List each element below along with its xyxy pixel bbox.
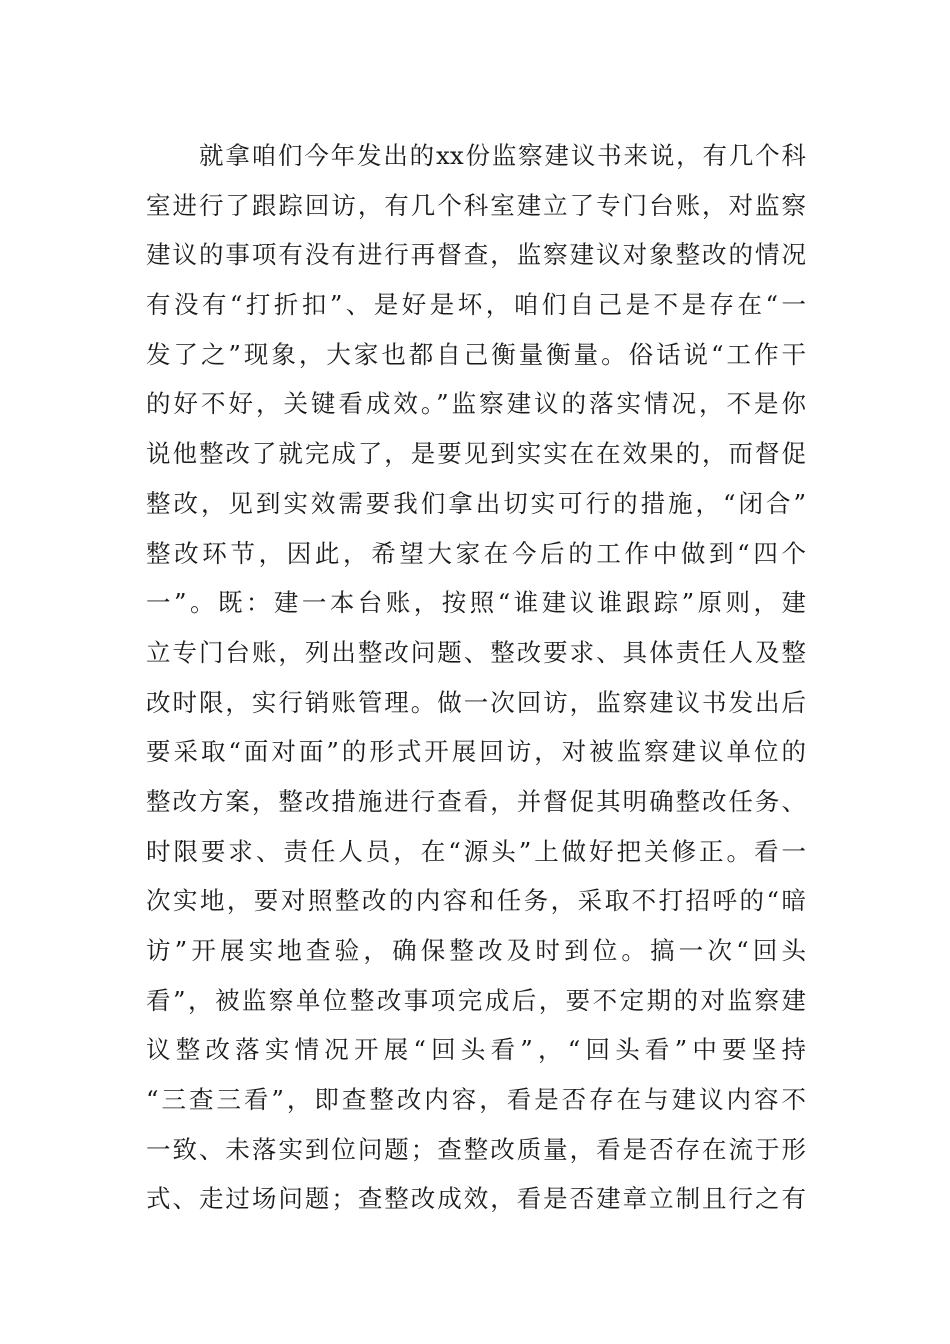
paragraph-line: 就拿咱们今年发出的xx份监察建议书来说，有几个科 bbox=[199, 141, 806, 170]
paragraph-line: 室进行了跟踪回访，有几个科室建立了专门台账，对监察 bbox=[146, 190, 806, 220]
paragraph-line: 有没有“打折扣”、是好是坏，咱们自己是不是存在“一 bbox=[146, 290, 806, 320]
paragraph-line: 次实地，要对照整改的内容和任务，采取不打招呼的“暗 bbox=[146, 886, 806, 916]
paragraph-line: 议整改落实情况开展“回头看”，“回头看”中要坚持 bbox=[146, 1035, 806, 1065]
paragraph-line: 整改环节，因此，希望大家在今后的工作中做到“四个 bbox=[146, 538, 806, 568]
paragraph-line: 建议的事项有没有进行再督查，监察建议对象整改的情况 bbox=[146, 240, 806, 270]
paragraph-line: 一”。既：建一本台账，按照“谁建议谁跟踪”原则，建 bbox=[146, 588, 806, 618]
paragraph-line: 式、走过场问题；查整改成效，看是否建章立制且行之有 bbox=[146, 1184, 806, 1214]
paragraph-line: 立专门台账，列出整改问题、整改要求、具体责任人及整 bbox=[146, 637, 806, 667]
paragraph-line: 时限要求、责任人员，在“源头”上做好把关修正。看一 bbox=[146, 836, 806, 866]
paragraph-line: 的好不好，关键看成效。”监察建议的落实情况，不是你 bbox=[146, 389, 806, 419]
paragraph-line: 要采取“面对面”的形式开展回访，对被监察建议单位的 bbox=[146, 737, 806, 767]
paragraph-line: 改时限，实行销账管理。做一次回访，监察建议书发出后 bbox=[146, 687, 806, 717]
paragraph-line: 看”，被监察单位整改事项完成后，要不定期的对监察建 bbox=[146, 985, 806, 1015]
paragraph-line: 整改，见到实效需要我们拿出切实可行的措施，“闭合” bbox=[146, 488, 806, 518]
paragraph-line: 一致、未落实到位问题；查整改质量，看是否存在流于形 bbox=[146, 1134, 806, 1164]
paragraph-line: 访”开展实地查验，确保整改及时到位。搞一次“回头 bbox=[146, 936, 806, 965]
body-paragraph bbox=[146, 131, 806, 1224]
paragraph-line: “三查三看”，即查整改内容，看是否存在与建议内容不 bbox=[146, 1085, 806, 1115]
paragraph-line: 整改方案，整改措施进行查看，并督促其明确整改任务、 bbox=[146, 786, 806, 816]
paragraph-line: 说他整改了就完成了，是要见到实实在在效果的，而督促 bbox=[146, 439, 806, 469]
paragraph-line: 发了之”现象，大家也都自己衡量衡量。俗话说“工作干 bbox=[146, 339, 806, 369]
